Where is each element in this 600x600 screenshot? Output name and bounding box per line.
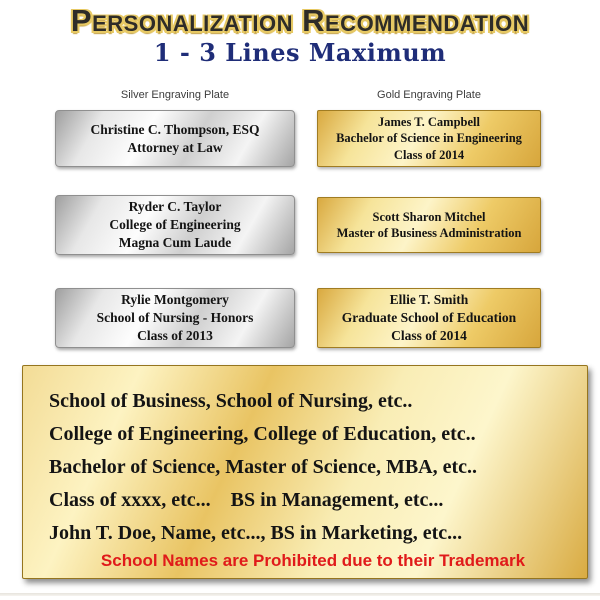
plate-line: Attorney at Law: [127, 139, 223, 155]
page-subtitle: 1 - 3 Lines Maximum: [153, 38, 447, 67]
plate-line: Ryder C. Taylor: [128, 199, 222, 215]
plate-line: Class of 2014: [393, 147, 465, 162]
example-line: John T. Doe, Name, etc..., BS in Marketing, etc...: [49, 522, 463, 544]
plate-line: Christine C. Thompson, ESQ: [90, 121, 260, 137]
example-line: College of Engineering, College of Education, etc..: [49, 423, 476, 445]
plate-line: James T. Campbell: [378, 114, 480, 129]
plate-line: Class of 2014: [391, 327, 467, 343]
bottom-divider: [0, 593, 600, 596]
plate-line: Ellie T. Smith: [389, 292, 469, 308]
plate-line: Magna Cum Laude: [118, 234, 232, 250]
gold-plate-3: [317, 288, 541, 348]
trademark-warning-text: School Names are Prohibited due to their Trademark: [100, 551, 526, 570]
plate-line: Scott Sharon Mitchel: [372, 209, 486, 224]
plate-line: Rylie Montgomery: [121, 292, 229, 308]
page-title: Personalization Recommendation: [70, 3, 530, 38]
silver-plate-1: [55, 110, 295, 167]
example-gold-plate: [22, 365, 588, 579]
plate-line: Class of 2013: [137, 327, 213, 343]
plate-line: College of Engineering: [109, 217, 241, 233]
plate-line: Graduate School of Education: [341, 310, 517, 326]
gold-plate-1: [317, 110, 541, 167]
silver-plate-3: [55, 288, 295, 348]
example-line: Bachelor of Science, Master of Science, MBA, etc..: [49, 456, 478, 478]
plate-line: Master of Business Administration: [336, 226, 522, 240]
gold-plate-2: [317, 197, 541, 253]
gold-column-label: Gold Engraving Plate: [377, 89, 481, 101]
plate-line: Bachelor of Science in Engineering: [336, 131, 522, 146]
silver-column-label: Silver Engraving Plate: [120, 89, 230, 101]
example-line: Class of xxxx, etc... BS in Management, etc...: [49, 489, 444, 511]
plate-line: School of Nursing - Honors: [96, 310, 254, 326]
silver-plate-2: [55, 195, 295, 255]
example-line: School of Business, School of Nursing, etc..: [49, 390, 413, 412]
